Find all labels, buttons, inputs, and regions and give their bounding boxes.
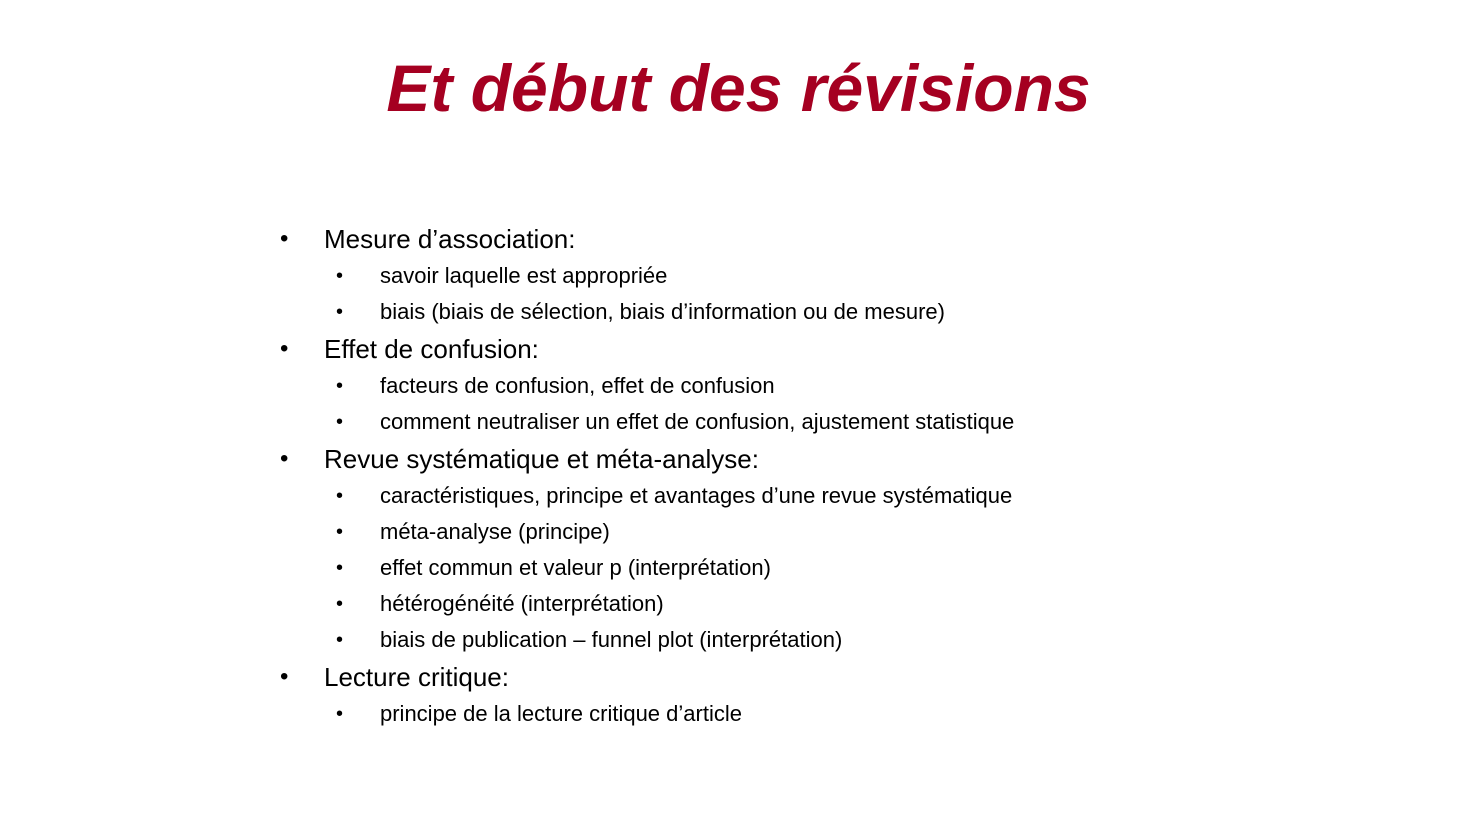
list-item	[280, 622, 1280, 658]
bullet-icon: •	[336, 703, 344, 725]
bullet-icon: •	[336, 485, 344, 507]
list-item	[280, 440, 1280, 478]
bullet-icon: •	[280, 445, 289, 472]
list-item	[280, 220, 1280, 258]
sub-item-text: méta-analyse (principe)	[380, 519, 610, 544]
list-item	[280, 586, 1280, 622]
bullet-list	[280, 220, 1280, 732]
list-item	[280, 658, 1280, 696]
section-label: Lecture critique:	[324, 662, 509, 692]
section-label: Revue systématique et méta-analyse:	[324, 444, 759, 474]
sub-item-text: comment neutraliser un effet de confusion, ajustement statistique	[380, 409, 1015, 434]
bullet-icon: •	[280, 335, 289, 362]
bullet-icon: •	[336, 265, 344, 287]
list-item	[280, 514, 1280, 550]
bullet-icon: •	[336, 301, 344, 323]
sub-item-text: biais (biais de sélection, biais d’information ou de mesure)	[380, 299, 945, 324]
bullet-icon: •	[336, 593, 344, 615]
sub-item-text: caractéristiques, principe et avantages d’une revue systématique	[380, 483, 1013, 508]
list-item	[280, 258, 1280, 294]
list-item	[280, 550, 1280, 586]
section-label: Mesure d’association:	[324, 224, 576, 254]
list-item	[280, 368, 1280, 404]
list-item	[280, 478, 1280, 514]
list-item	[280, 696, 1280, 732]
list-item	[280, 404, 1280, 440]
slide-content	[280, 220, 1280, 732]
sub-item-text: biais de publication – funnel plot (interprétation)	[380, 627, 843, 652]
section-label: Effet de confusion:	[324, 334, 539, 364]
list-item	[280, 330, 1280, 368]
bullet-icon: •	[336, 521, 344, 543]
list-item	[280, 294, 1280, 330]
sub-item-text: savoir laquelle est appropriée	[380, 263, 668, 288]
bullet-icon: •	[336, 557, 344, 579]
sub-item-text: principe de la lecture critique d’article	[380, 701, 742, 726]
bullet-icon: •	[336, 629, 344, 651]
bullet-icon: •	[336, 411, 344, 433]
sub-item-text: hétérogénéité (interprétation)	[380, 591, 664, 616]
bullet-icon: •	[280, 225, 289, 252]
sub-item-text: effet commun et valeur p (interprétation)	[380, 555, 771, 580]
bullet-icon: •	[336, 375, 344, 397]
slide-title: Et début des révisions	[386, 51, 1091, 125]
bullet-icon: •	[280, 663, 289, 690]
sub-item-text: facteurs de confusion, effet de confusion	[380, 373, 775, 398]
